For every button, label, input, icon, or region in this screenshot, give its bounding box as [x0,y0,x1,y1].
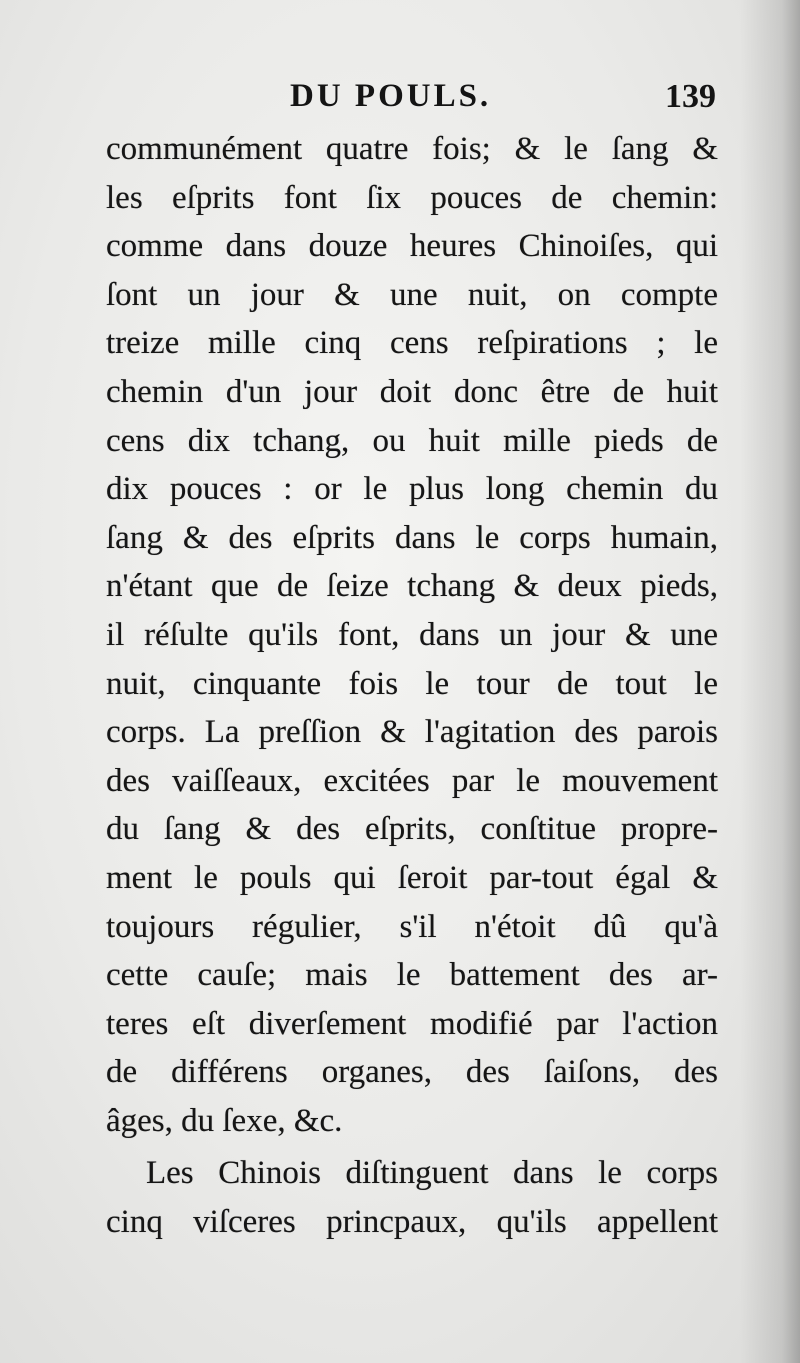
text-line: cens dix tchang, ou huit mille pieds de [106,422,718,459]
text-line: comme dans douze heures Chinoiſes, qui [106,228,718,265]
text-line: corps. La preſſion & l'agitation des parois [106,714,718,751]
text-line: chemin d'un jour doit donc être de huit [106,373,718,410]
running-head: DU POULS. [290,78,492,114]
text-line: ſont un jour & une nuit, on compte [106,276,718,313]
text-line: de différens organes, des ſaiſons, des [106,1054,718,1091]
text-line: ſang & des eſprits dans le corps humain, [106,519,718,556]
text-line: du ſang & des eſprits, conſtitue propre- [106,811,718,848]
body-text [106,125,718,1247]
text-line: dix pouces : or le plus long chemin du [106,471,718,508]
text-line: des vaiſſeaux, excitées par le mouvement [106,762,718,799]
text-line: communément quatre fois; & le ſang & [106,131,718,167]
text-line: Les Chinois diſtinguent dans le corps [146,1155,718,1192]
page-header [0,78,800,128]
page-number: 139 [665,78,716,115]
text-line: treize mille cinq cens reſpirations ; le [106,325,718,362]
text-line: nuit, cinquante fois le tour de tout le [106,665,718,702]
paragraph-2 [106,1149,718,1246]
text-line: cette cauſe; mais le battement des ar- [106,957,718,994]
text-line: toujours régulier, s'il n'étoit dû qu'à [106,908,718,945]
text-line: ment le pouls qui ſeroit par-tout égal & [106,859,718,896]
text-line: teres eſt diverſement modifié par l'action [106,1005,718,1042]
text-line: les eſprits font ſix pouces de chemin: [106,179,718,216]
text-line: cinq viſceres princpaux, qu'ils appellent [106,1204,718,1241]
text-line: âges, du ſexe, &c. [106,1102,343,1139]
text-line: il réſulte qu'ils font, dans un jour & une [106,616,718,653]
page-edge-shadow [740,0,800,1363]
text-line: n'étant que de ſeize tchang & deux pieds, [106,568,718,605]
paragraph-1 [106,125,718,1145]
